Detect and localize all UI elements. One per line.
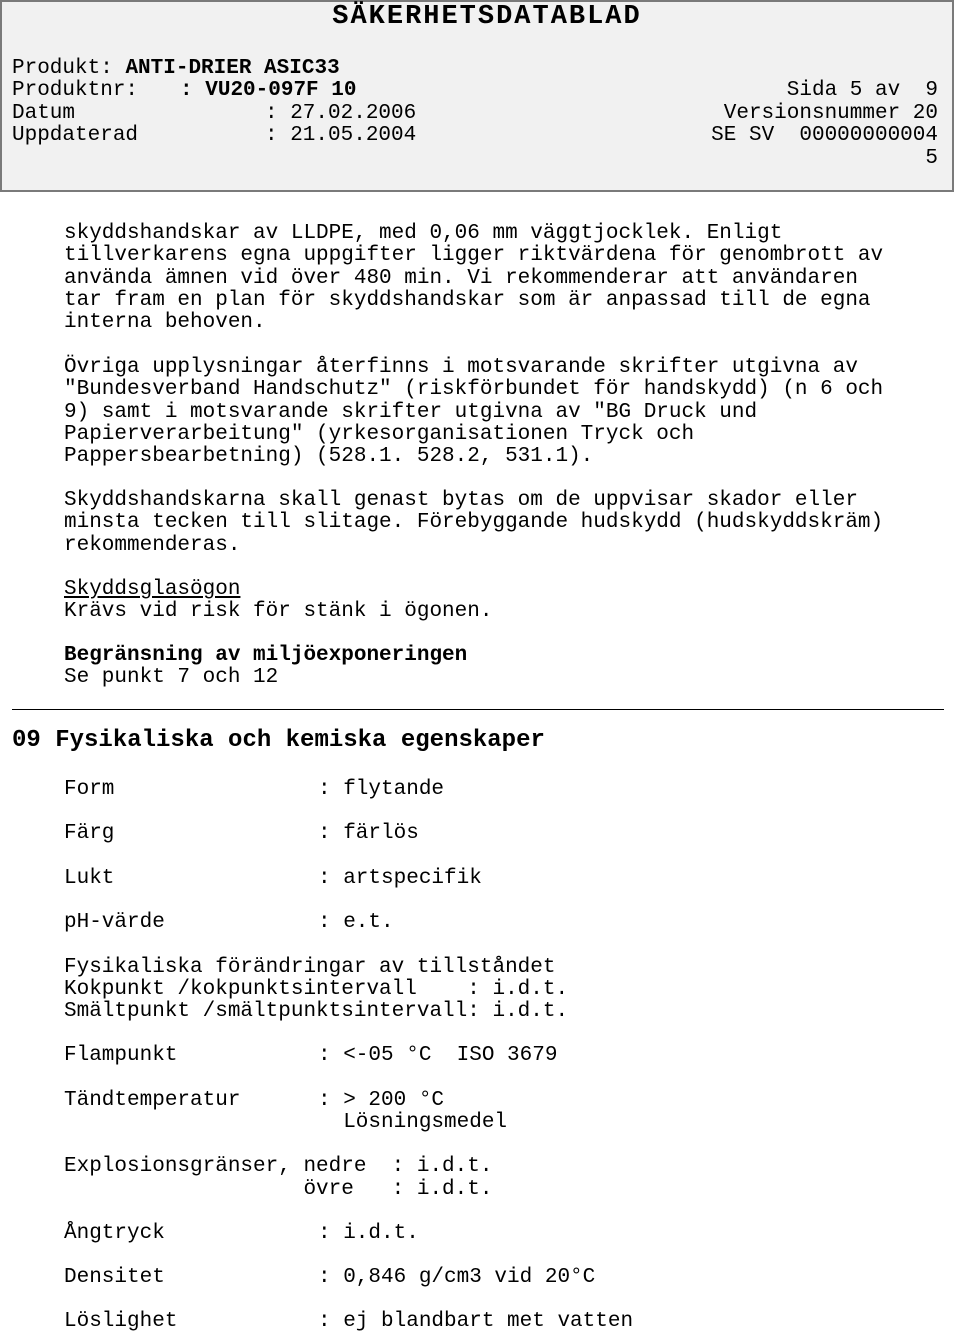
explosion-limits-upper: övre : i.d.t. [64,1178,493,1201]
solubility-value: : ej blandbart met vatten [318,1310,634,1333]
environmental-exposure-text: Se punkt 7 och 12 [64,666,279,690]
color-label: Färg [64,822,115,845]
text-line: Pappersbearbetning) (528.1. 528.2, 531.1). [64,445,594,469]
section-divider [12,709,944,710]
date-value: : 27.02.2006 [265,102,417,125]
eye-protection-text: Krävs vid risk för stänk i ögonen. [64,600,493,624]
flash-point-label: Flampunkt [64,1044,178,1067]
product-line [12,58,340,80]
boiling-point-line: Kokpunkt /kokpunktsintervall : i.d.t. [64,978,569,1001]
melting-point-line: Smältpunkt /smältpunktsintervall: i.d.t. [64,1000,569,1023]
text-line: tar fram en plan för skyddshandskar som är anpassad till de egna [64,288,871,312]
text-line: rekommenderas. [64,533,241,557]
ignition-temperature-label: Tändtemperatur [64,1089,241,1112]
text-line: Papierverarbeitung" (yrkesorganisationen Tryck och [64,422,695,446]
updated-line [12,125,416,147]
eye-protection-heading: Skyddsglasögon [64,578,241,601]
ignition-temperature-note: Lösningsmedel [318,1111,508,1134]
ignition-temperature-value: : > 200 °C [318,1089,445,1112]
eye-protection-block [64,579,944,624]
document-header [0,0,954,192]
form-label: Form [64,778,115,801]
vapor-pressure-value: : i.d.t. [318,1222,419,1245]
form-value: : flytande [318,778,445,801]
text-line: "Bundesverband Handschutz" (riskförbundet för handskydd) (n 6 och [64,378,884,402]
color-value: : färlös [318,822,419,845]
solubility-label: Löslighet [64,1310,178,1333]
environmental-exposure-block [64,645,944,690]
text-line: interna behoven. [64,311,266,335]
product-value: ANTI-DRIER ASIC33 [125,57,340,80]
state-changes-heading: Fysikaliska förändringar av tillståndet [64,956,556,979]
text-line: använda ämnen vid över 480 min. Vi rekommenderar att användaren [64,266,858,290]
ph-label: pH-värde [64,911,165,934]
text-line: Övriga upplysningar återfinns i motsvarande skrifter utgivna av [64,356,858,379]
density-label: Densitet [64,1266,165,1289]
date-label: Datum [12,102,76,125]
gloves-paragraph [64,223,944,334]
density-value: : 0,846 g/cm3 vid 20°C [318,1266,596,1289]
date-line [12,103,416,125]
text-line: Skyddshandskarna skall genast bytas om de uppvisar skador eller [64,489,858,512]
text-line: tillverkarens egna uppgifter ligger riktvärdena för genombrott av [64,244,884,268]
product-label: Produkt: [12,57,113,80]
flash-point-value: : <-05 °C ISO 3679 [318,1044,558,1067]
document-code: SE SV 00000000004 [711,124,938,147]
text-line: minsta tecken till slitage. Förebyggande hudskydd (hudskyddskräm) [64,511,884,535]
additional-info-paragraph [64,357,944,468]
updated-label: Uppdaterad [12,124,139,147]
odor-value: : artspecifik [318,867,482,890]
productnr-label: Produktnr: [12,79,139,102]
section-09-title: 09 Fysikaliska och kemiska egenskaper [12,727,545,754]
updated-value: : 21.05.2004 [265,124,417,147]
document-code-continuation: 5 [925,147,938,170]
document-title: SÄKERHETSDATABLAD [332,2,642,32]
productnr-line [12,80,356,102]
version-number: Versionsnummer 20 [723,102,938,125]
productnr-value: : VU20-097F 10 [180,79,357,102]
text-line: 9) samt i motsvarande skrifter utgivna av "BG Druck und [64,400,758,424]
odor-label: Lukt [64,867,115,890]
glove-replacement-paragraph [64,490,944,557]
text-line: skyddshandskar av LLDPE, med 0,06 mm väggtjocklek. Enligt [64,222,783,245]
page-number: Sida 5 av 9 [786,79,938,102]
explosion-limits-lower: Explosionsgränser, nedre : i.d.t. [64,1155,493,1178]
vapor-pressure-label: Ångtryck [64,1222,165,1245]
environmental-exposure-heading: Begränsning av miljöexponeringen [64,644,468,667]
ph-value: : e.t. [318,911,394,934]
